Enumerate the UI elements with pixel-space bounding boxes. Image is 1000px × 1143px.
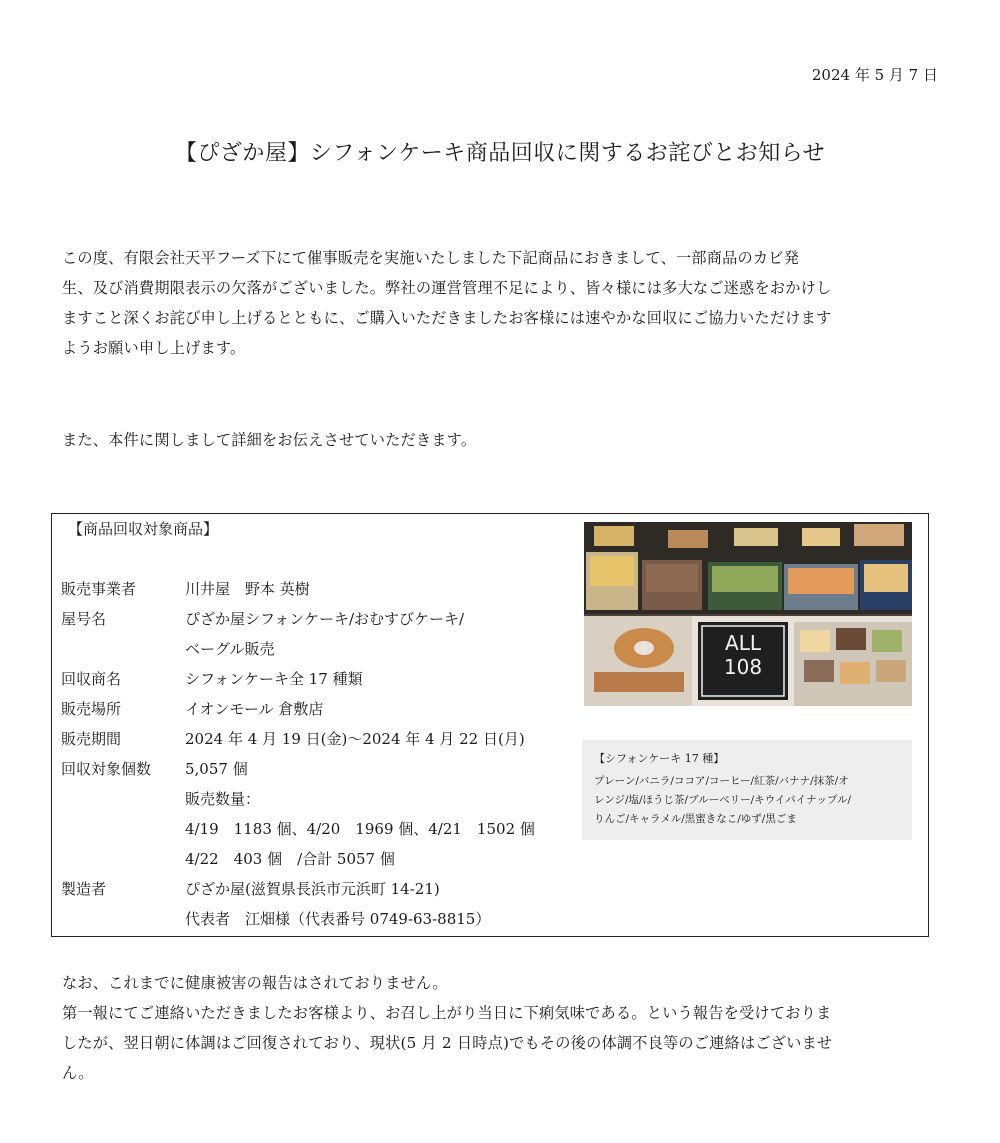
detail-intro: また、本件に関しまして詳細をお伝えさせていただきます。 — [62, 431, 477, 449]
chiffon-cake-display-illustration — [584, 522, 912, 706]
row-label: 販売場所 — [61, 700, 122, 718]
row-value: 2024 年 4 月 19 日(金)～2024 年 4 月 22 日(月) — [185, 730, 525, 748]
row-label: 屋号名 — [61, 610, 107, 628]
intro-line: 生、及び消費期限表示の欠落がございました。弊社の運営管理不足により、皆々様には多大なご迷惑をおかけし — [62, 279, 832, 297]
flavor-line: りんご/キャラメル/黒蜜きなこ/ゆず/黒ごま — [594, 813, 797, 825]
document-date: 2024 年 5 月 7 日 — [811, 66, 938, 84]
row-label: 販売期間 — [61, 730, 122, 748]
row-value: 5,057 個 — [185, 760, 248, 778]
recall-detail-rows — [61, 574, 535, 934]
row-value: 4/22 403 個 /合計 5057 個 — [185, 850, 395, 868]
intro-line: ようお願い申し上げます。 — [62, 339, 246, 357]
detail-row-quantity — [61, 754, 535, 784]
recall-box-heading: 【商品回収対象商品】 — [68, 520, 219, 538]
intro-line: ますこと深くお詫び申し上げるとともに、ご購入いただきましたお客様には速やかな回収にご協力いただけます — [62, 309, 832, 327]
detail-row-period — [61, 724, 535, 754]
closing-line: なお、これまでに健康被害の報告はされておりません。 — [62, 974, 448, 992]
closing-paragraph — [62, 968, 942, 1088]
sign-text-count: 108 — [723, 655, 763, 679]
detail-row-product — [61, 664, 535, 694]
detail-row-representative — [61, 904, 535, 934]
row-value: 川井屋 野本 英樹 — [185, 580, 310, 598]
sign-text-all: ALL — [725, 631, 761, 655]
flavor-line: プレーン/バニラ/ココア/コーヒー/紅茶/バナナ/抹茶/オ — [594, 775, 849, 787]
flavor-list — [594, 772, 900, 829]
detail-row-seller — [61, 574, 535, 604]
row-label: 販売事業者 — [61, 580, 137, 598]
row-label: 回収商名 — [61, 670, 122, 688]
recall-details-box — [51, 513, 929, 937]
row-value: ベーグル販売 — [185, 640, 275, 658]
detail-row-sales-count-2 — [61, 844, 535, 874]
detail-row-sales-count-1 — [61, 814, 535, 844]
row-value: 販売数量： — [185, 790, 261, 808]
row-label: 製造者 — [61, 880, 107, 898]
product-display-photo — [584, 522, 912, 706]
row-value: シフォンケーキ全 17 種類 — [185, 670, 363, 688]
row-label: 回収対象個数 — [61, 760, 152, 778]
detail-row-sales-count-title — [61, 784, 535, 814]
row-value: 代表者 江畑様（代表番号 0749-63-8815） — [185, 910, 491, 928]
flavor-list-panel — [582, 740, 912, 840]
row-value: ぴざか屋シフォンケーキ/おむすびケーキ/ — [185, 610, 465, 628]
flavor-panel-title: 【シフォンケーキ 17 種】 — [594, 752, 725, 765]
row-label — [61, 844, 185, 874]
row-value: ぴざか屋(滋賀県長浜市元浜町 14-21) — [185, 880, 440, 898]
closing-line: ん。 — [62, 1064, 94, 1082]
row-label — [61, 814, 185, 844]
row-value: 4/19 1183 個、4/20 1969 個、4/21 1502 個 — [185, 820, 535, 838]
intro-paragraph — [62, 243, 942, 363]
intro-line: この度、有限会社天平フーズ下にて催事販売を実施いたしました下記商品におきまして、一部商品のカビ発 — [62, 249, 800, 267]
detail-row-shop-name — [61, 604, 535, 634]
row-value: イオンモール 倉敷店 — [185, 700, 324, 718]
detail-row-shop-name-cont — [61, 634, 535, 664]
row-label — [61, 904, 185, 934]
closing-line: 第一報にてご連絡いただきましたお客様より、お召し上がり当日に下痢気味である。という報告を受けておりま — [62, 1004, 832, 1022]
flavor-line: レンジ/塩/ほうじ茶/ブルーベリー/キウイパイナップル/ — [594, 794, 852, 806]
row-label — [61, 784, 185, 814]
row-label — [61, 634, 185, 664]
detail-row-location — [61, 694, 535, 724]
detail-row-manufacturer — [61, 874, 535, 904]
document-title: 【ぴざか屋】シフォンケーキ商品回収に関するお詫びとお知らせ — [174, 141, 826, 166]
closing-line: したが、翌日朝に体調はご回復されており、現状(5 月 2 日時点)でもその後の体調不良等のご連絡はございませ — [62, 1034, 833, 1052]
